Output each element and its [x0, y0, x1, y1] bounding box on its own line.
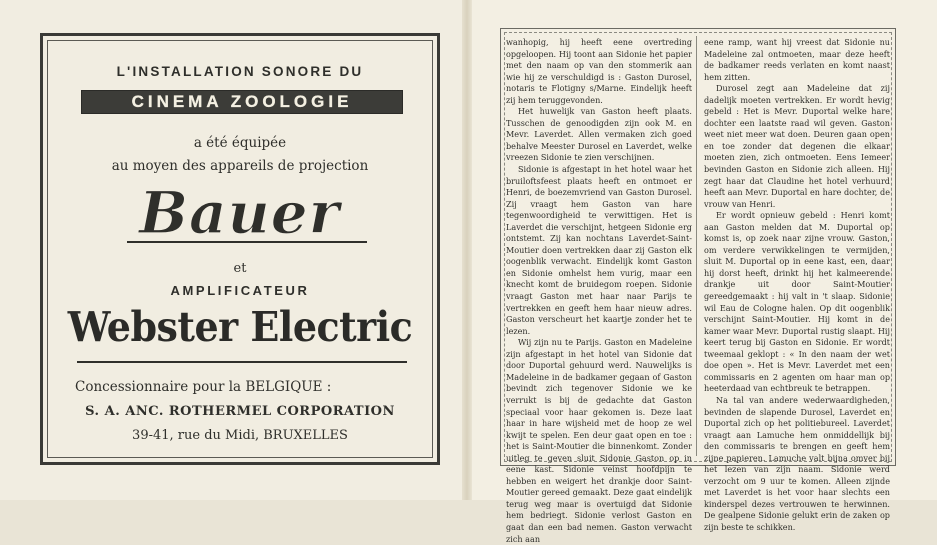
story-paragraph: Wij zijn nu te Parijs. Gaston en Madeleine zijn afgestapt in het hotel van Sidonie dat door Duportal gehuurd werd. Nauwelijks is Madeleine in de badkamer gegaan of Gaston bevindt zich tegenover Sidonie we ke verrukt is bij de gedachte dat Gaston speciaal voor haar gekomen is. Deze laat haar in hare wijsheid met de hoop ze wel kwijt te spelen. Een deur gaat open en toe : het is Saint-Moutier die binnenkomt. Zonder uitleg te geven sluit Sidonie Gaston op in eene kast. Sidonie veinst hoofdpijn te hebben en weigert het drankje door Saint-Moutier gereed gemaakt. Deze gaat eindelijk terug weg maar is overtuigd dat Sidonie hem bedriegt. Sidonie verlost Gaston en gaat dan een bad nemen. Gaston verwacht zich aan: [506, 337, 692, 544]
webster-electric-logo: Webster Electric: [67, 302, 413, 351]
cinema-banner-band: [81, 90, 403, 114]
bauer-logo-text: Bauer: [139, 181, 341, 247]
story-paragraph: Durosel zegt aan Madeleine dat zij dadelijk moeten vertrekken. Er wordt hevig gebeld : Het is Mevr. Duportal welke hare dochter een laatste raad wil geven. Gaston weet niet meer wat doen. Deuren gaan open en toe zonder dat degenen die elkaar moeten zien, zich ontmoeten. Eens Iemeer bevinden Gaston en Sidonie zich alleen. Hij zegt haar dat Claudine het hotel verhuurd heeft aan Mevr. Duportal en hare dochter, de vrouw van Henri.: [704, 83, 890, 209]
projection-line: au moyen des appareils de projection: [111, 158, 369, 174]
concession-line: Concessionnaire pour la BELGIQUE :: [75, 379, 332, 395]
book-gutter: [462, 0, 472, 500]
story-column-2: [704, 37, 890, 534]
amplifier-line: AMPLIFICATEUR: [170, 283, 310, 298]
address-line: 39-41, rue du Midi, BRUXELLES: [132, 428, 348, 443]
story-paragraph: Na tal van andere wederwaardigheden, bevinden de slapende Durosel, Laverdet en Duportal zich op het politiebureel. Laverdet vraagt aan Lamuche hem onmiddellijk bij den commissaris te brengen en geeft hem zijne papieren. Lamuche valt bijna omver bij het lezen van zijn naam. Sidonie werd verzocht om 9 uur te komen. Alleen zijnde met Laverdet is het voor haar slechts een kinderspel dezes vertrouwen te herwinnen. De gealpene Sidonie gelukt erin de zaken op zijn beste te schikken.: [704, 394, 890, 532]
advertisement-frame: [40, 33, 440, 465]
story-column-1: [506, 37, 692, 545]
cinema-banner: [81, 90, 403, 114]
install-line: L'INSTALLATION SONORE DU: [116, 64, 364, 79]
bauer-logo: [131, 181, 367, 247]
cinema-name: CINEMA ZOOLOGIE: [131, 92, 353, 111]
column-divider: [696, 36, 697, 456]
story-paragraph: eene ramp, want hij vreest dat Sidonie nu Madeleine zal ontmoeten, maar deze heeft de badkamer reeds verlaten en komt naast hem zitten.: [704, 37, 890, 82]
corporation-line: S. A. ANC. ROTHERMEL CORPORATION: [85, 404, 395, 419]
story-paragraph: wanhopig, hij heeft eene overtreding opgeloopen. Hij toont aan Sidonie het papier met den naam op van den stommerik aan wie hij ze verschuldigd is : Gaston Durosel, notaris te Flotigny s/Marne. Eindelijk heeft zij hem teruggevonden.: [506, 37, 692, 105]
equipped-line: a été équipée: [193, 135, 287, 151]
bauer-underline: [127, 241, 367, 243]
story-paragraph: Sidonie is afgestapt in het hotel waar het bruiloftsfeest plaats heeft en ontmoet er Henri, de boezemvriend van Gaston Durosel. Zij vraagt hem Gaston van hare tegenwoordigheid te verwittigen. Het is Laverdet die verschijnt, hetgeen Sidonie erg ontstemt. Zij kan nochtans Laverdet-Saint-Moutier doen vertrekken daar zij Gaston elk oogenblik verwacht. Eindelijk komt Gaston en Sidonie omhelst hem vurig, maar een knecht komt de bruidegom roepen. Sidonie vraagt Gaston met haar naar Parijs te vertrekken en geeft hem haar nieuw adres. Gaston verscheurt het kaartje zonder het te lezen.: [506, 164, 692, 336]
story-paragraph: Er wordt opnieuw gebeld : Henri komt aan Gaston melden dat M. Duportal op komst is, op zoek naar zijne vrouw. Gaston, om verdere verwikkelingen te vermijden, sluit M. Duportal op in eene kast, een, daar hij dorst heeft, drinkt hij het kalmeerende drankje uit door Saint-Moutier gereedgemaakt : hij valt in 't slaap. Sidonie wil Eau de Cologne halen. Op dit oogenblik verschijnt Saint-Moutier. Hij komt in de kamer waar Mevr. Duportal rustig slaapt. Hij keert terug bij Gaston en Sidonie. Er wordt tweemaal geklopt : « In den naam der wet doe open ». Het is Mevr. Laverdet met een commissaris en 2 agenten om haar man op heeterdaad van echtbreuk te betrappen.: [704, 210, 890, 394]
story-paragraph: Het huwelijk van Gaston heeft plaats. Tusschen de genoodigden zijn ook M. en Mevr. Laverdet. Allen vermaken zich goed behalve Meester Durosel en Laverdet, welke vreezen Sidonie te zien verschijnen.: [506, 106, 692, 163]
and-line: et: [233, 261, 247, 276]
webster-underline: [77, 361, 407, 363]
